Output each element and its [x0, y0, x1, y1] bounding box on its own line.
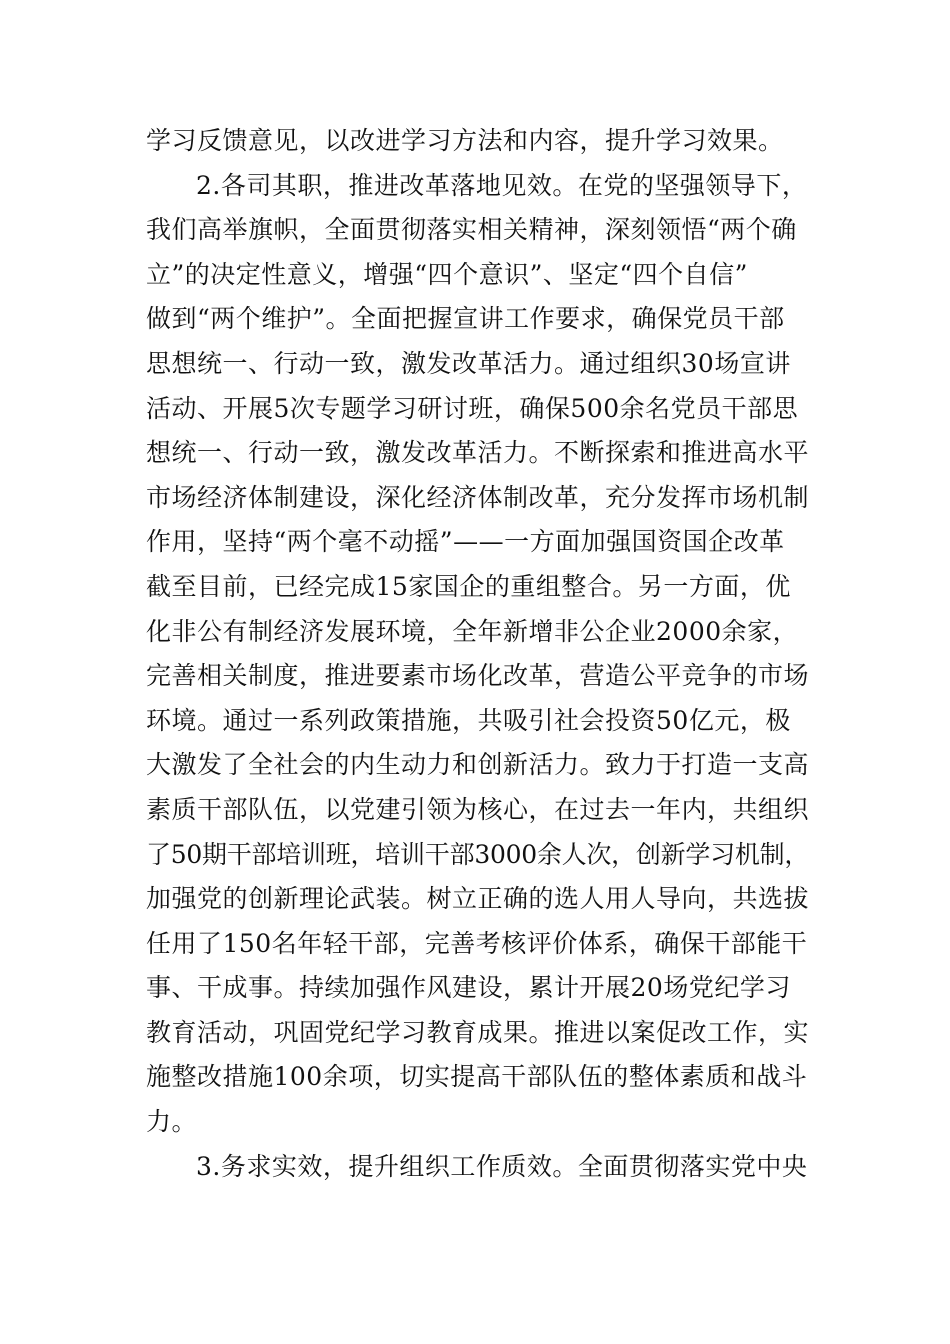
text-line: 我们高举旗帜，全面贯彻落实相关精神，深刻领悟“两个确	[146, 215, 797, 245]
text-line: 想统一、行动一致，激发改革活力。不断探索和推进高水平	[146, 438, 810, 468]
text-line: 思想统一、行动一致，激发改革活力。通过组织30场宣讲	[146, 348, 791, 378]
paragraph-heading-3: 3.务求实效，提升组织工作质效。全面贯彻落实党中央	[196, 1151, 808, 1181]
text-line: 施整改措施100余项，切实提高干部队伍的整体素质和战斗	[146, 1062, 808, 1092]
text-line: 市场经济体制建设，深化经济体制改革，充分发挥市场机制	[146, 482, 810, 512]
body-text	[146, 119, 810, 1189]
paragraph-heading-2: 2.各司其职，推进改革落地见效。在党的坚强领导下，	[196, 170, 808, 200]
text-line: 力。	[146, 1107, 198, 1137]
text-line: 素质干部队伍，以党建引领为核心，在过去一年内，共组织	[146, 794, 810, 824]
text-line: 事、干成事。持续加强作风建设，累计开展20场党纪学习	[146, 973, 791, 1003]
text-line: 做到“两个维护”。全面把握宣讲工作要求，确保党员干部	[146, 304, 785, 334]
text-line: 任用了150名年轻干部，完善考核评价体系，确保干部能干	[146, 928, 808, 958]
text-line: 截至目前，已经完成15家国企的重组整合。另一方面，优	[146, 571, 791, 601]
text-line: 大激发了全社会的内生动力和创新活力。致力于打造一支高	[146, 750, 810, 780]
text-line: 学习反馈意见，以改进学习方法和内容，提升学习效果。	[146, 126, 784, 155]
text-line: 立”的决定性意义，增强“四个意识”、坚定“四个自信”	[146, 259, 748, 289]
text-line: 化非公有制经济发展环境，全年新增非公企业2000余家，	[146, 616, 799, 646]
text-line: 教育活动，巩固党纪学习教育成果。推进以案促改工作，实	[146, 1017, 810, 1047]
text-line: 环境。通过一系列政策措施，共吸引社会投资50亿元，极	[146, 705, 791, 735]
text-line: 活动、开展5次专题学习研讨班，确保500余名党员干部思	[146, 393, 799, 423]
text-line: 加强党的创新理论武装。树立正确的选人用人导向，共选拔	[146, 884, 810, 914]
text-line: 作用，坚持“两个毫不动摇”——一方面加强国资国企改革	[146, 527, 785, 557]
text-line: 完善相关制度，推进要素市场化改革，营造公平竞争的市场	[146, 661, 810, 691]
text-line: 了50期干部培训班，培训干部3000余人次，创新学习机制，	[146, 839, 810, 869]
